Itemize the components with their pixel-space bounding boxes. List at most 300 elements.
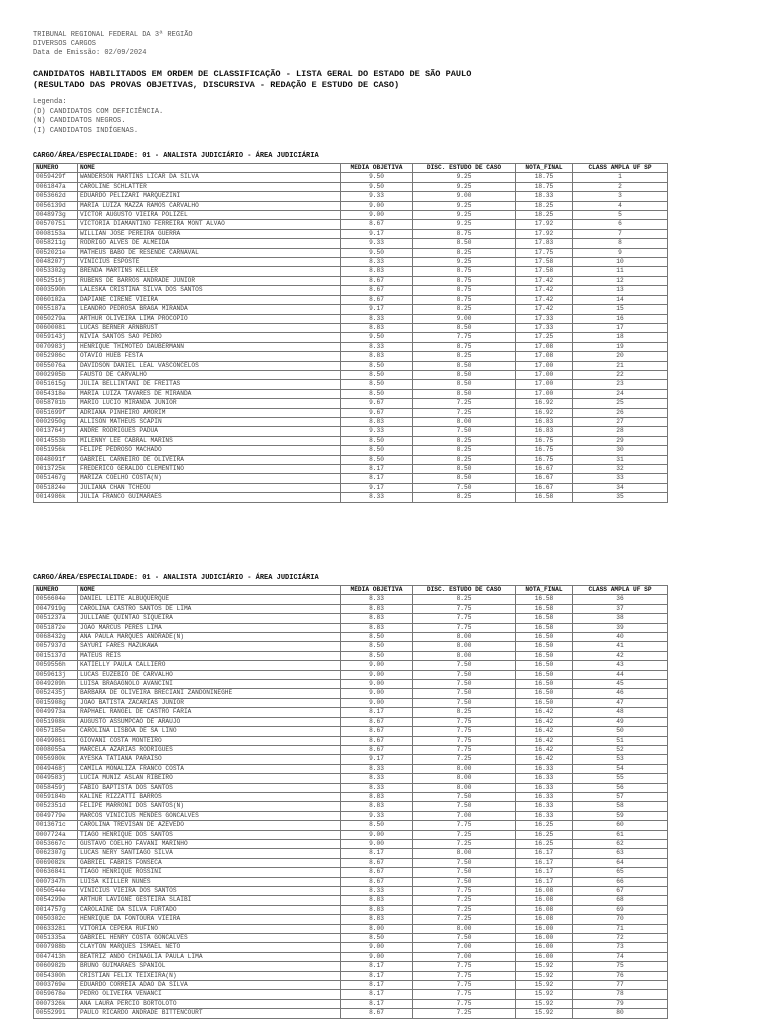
objective-average: 8.50 bbox=[341, 455, 413, 464]
final-grade: 17.92 bbox=[516, 229, 573, 238]
final-grade: 16.08 bbox=[516, 887, 573, 896]
table-row bbox=[34, 258, 668, 267]
objective-average: 8.67 bbox=[341, 858, 413, 867]
table-row bbox=[34, 774, 668, 783]
cargo-heading: CARGO/ÁREA/ESPECIALIDADE: 01 - ANALISTA JUDICIÁRIO - ÁREA JUDICIÁRIA bbox=[33, 152, 319, 160]
column-header-name: NOME bbox=[78, 586, 341, 595]
case-study-grade: 7.50 bbox=[413, 483, 516, 492]
final-grade: 17.75 bbox=[516, 248, 573, 257]
column-header-number: NUMERO bbox=[34, 164, 78, 173]
candidate-number: 0055299i bbox=[34, 1009, 78, 1018]
classification: 73 bbox=[573, 943, 668, 952]
classification: 68 bbox=[573, 896, 668, 905]
candidate-number: 0051908k bbox=[34, 717, 78, 726]
objective-average: 9.00 bbox=[341, 680, 413, 689]
candidate-name: MATEUS REIS bbox=[78, 651, 341, 660]
objective-average: 9.33 bbox=[341, 811, 413, 820]
classification: 5 bbox=[573, 211, 668, 220]
legend-item-deficiency: (D) CANDIDATOS COM DEFICIÊNCIA. bbox=[33, 107, 164, 116]
case-study-grade: 8.25 bbox=[413, 493, 516, 502]
final-grade: 16.00 bbox=[516, 943, 573, 952]
classification: 40 bbox=[573, 633, 668, 642]
classification: 61 bbox=[573, 830, 668, 839]
candidate-name: KATIELLY PAULA CALLIERO bbox=[78, 661, 341, 670]
final-grade: 18.33 bbox=[516, 192, 573, 201]
case-study-grade: 8.50 bbox=[413, 239, 516, 248]
objective-average: 9.33 bbox=[341, 192, 413, 201]
objective-average: 8.50 bbox=[341, 380, 413, 389]
classification: 69 bbox=[573, 905, 668, 914]
document-header bbox=[33, 31, 193, 58]
candidate-name: DAPIANE CIRENE VIEIRA bbox=[78, 295, 341, 304]
final-grade: 16.00 bbox=[516, 952, 573, 961]
table-row bbox=[34, 717, 668, 726]
candidate-number: 0049583j bbox=[34, 774, 78, 783]
case-study-grade: 8.75 bbox=[413, 286, 516, 295]
candidate-name: LALESKA CRISTINA SILVA DOS SANTOS bbox=[78, 286, 341, 295]
table-row bbox=[34, 417, 668, 426]
table-row bbox=[34, 474, 668, 483]
table-row bbox=[34, 952, 668, 961]
final-grade: 16.42 bbox=[516, 727, 573, 736]
final-grade: 16.17 bbox=[516, 858, 573, 867]
table-row bbox=[34, 971, 668, 980]
final-grade: 17.08 bbox=[516, 342, 573, 351]
final-grade: 16.33 bbox=[516, 792, 573, 801]
candidate-name: CAROLINA TREVISAN DE AZEVEDO bbox=[78, 821, 341, 830]
ranking-table bbox=[33, 163, 668, 503]
candidate-number: 0051467g bbox=[34, 474, 78, 483]
case-study-grade: 7.50 bbox=[413, 670, 516, 679]
final-grade: 16.67 bbox=[516, 465, 573, 474]
objective-average: 8.83 bbox=[341, 352, 413, 361]
final-grade: 16.17 bbox=[516, 849, 573, 858]
candidate-name: AYESKA TATIANA PARAISO bbox=[78, 755, 341, 764]
candidate-number: 0059556h bbox=[34, 661, 78, 670]
candidate-number: 0058211g bbox=[34, 239, 78, 248]
classification: 64 bbox=[573, 858, 668, 867]
objective-average: 8.17 bbox=[341, 999, 413, 1008]
case-study-grade: 8.00 bbox=[413, 633, 516, 642]
candidate-number: 0070983j bbox=[34, 342, 78, 351]
classification: 21 bbox=[573, 361, 668, 370]
final-grade: 16.08 bbox=[516, 896, 573, 905]
case-study-grade: 9.25 bbox=[413, 211, 516, 220]
ranking-section-2 bbox=[33, 574, 667, 1019]
table-row bbox=[34, 689, 668, 698]
classification: 72 bbox=[573, 934, 668, 943]
classification: 70 bbox=[573, 915, 668, 924]
candidate-number: 0059184b bbox=[34, 792, 78, 801]
classification: 79 bbox=[573, 999, 668, 1008]
objective-average: 8.17 bbox=[341, 981, 413, 990]
candidate-name: CAROLAINE DA SILVA FURTADO bbox=[78, 905, 341, 914]
final-grade: 16.58 bbox=[516, 604, 573, 613]
classification: 7 bbox=[573, 229, 668, 238]
candidate-number: 0061847a bbox=[34, 182, 78, 191]
candidate-number: 0062307g bbox=[34, 849, 78, 858]
final-grade: 16.25 bbox=[516, 830, 573, 839]
case-study-grade: 8.50 bbox=[413, 361, 516, 370]
classification: 29 bbox=[573, 436, 668, 445]
court-name: TRIBUNAL REGIONAL FEDERAL DA 3ª REGIÃO bbox=[33, 31, 193, 39]
legend bbox=[33, 98, 163, 136]
classification: 44 bbox=[573, 670, 668, 679]
objective-average: 8.67 bbox=[341, 1009, 413, 1018]
objective-average: 9.00 bbox=[341, 952, 413, 961]
candidate-number: 0047919g bbox=[34, 604, 78, 613]
final-grade: 16.92 bbox=[516, 408, 573, 417]
table-row bbox=[34, 764, 668, 773]
final-grade: 16.50 bbox=[516, 680, 573, 689]
table-row bbox=[34, 839, 668, 848]
table-row bbox=[34, 455, 668, 464]
case-study-grade: 7.75 bbox=[413, 981, 516, 990]
objective-average: 8.83 bbox=[341, 417, 413, 426]
candidate-name: LUCAS NERY SANTIAGO SILVA bbox=[78, 849, 341, 858]
table-row bbox=[34, 745, 668, 754]
objective-average: 9.00 bbox=[341, 943, 413, 952]
column-header-classification: CLASS AMPLA UF SP bbox=[573, 164, 668, 173]
final-grade: 16.17 bbox=[516, 868, 573, 877]
objective-average: 8.17 bbox=[341, 465, 413, 474]
candidate-number: 0060008i bbox=[34, 323, 78, 332]
candidate-name: TIAGO HENRIQUE DOS SANTOS bbox=[78, 830, 341, 839]
objective-average: 8.50 bbox=[341, 389, 413, 398]
final-grade: 17.42 bbox=[516, 305, 573, 314]
table-header-row bbox=[34, 164, 668, 173]
objective-average: 8.67 bbox=[341, 717, 413, 726]
column-header-case-study: DISC. ESTUDO DE CASO bbox=[413, 164, 516, 173]
objective-average: 9.00 bbox=[341, 201, 413, 210]
table-row bbox=[34, 614, 668, 623]
case-study-grade: 7.75 bbox=[413, 990, 516, 999]
classification: 37 bbox=[573, 604, 668, 613]
case-study-grade: 9.25 bbox=[413, 258, 516, 267]
table-row bbox=[34, 201, 668, 210]
case-study-grade: 7.50 bbox=[413, 680, 516, 689]
candidate-name: LUCIA MUNIZ ASLAN RIBEIRO bbox=[78, 774, 341, 783]
final-grade: 16.58 bbox=[516, 595, 573, 604]
candidate-name: GABRIEL CARNEIRO DE OLIVEIRA bbox=[78, 455, 341, 464]
candidate-name: OTAVIO HUEB FESTA bbox=[78, 352, 341, 361]
case-study-grade: 8.25 bbox=[413, 436, 516, 445]
table-row bbox=[34, 670, 668, 679]
classification: 78 bbox=[573, 990, 668, 999]
candidate-number: 0049779e bbox=[34, 811, 78, 820]
objective-average: 8.33 bbox=[341, 774, 413, 783]
objective-average: 8.33 bbox=[341, 764, 413, 773]
table-row bbox=[34, 934, 668, 943]
case-study-grade: 7.50 bbox=[413, 427, 516, 436]
classification: 75 bbox=[573, 962, 668, 971]
table-row bbox=[34, 276, 668, 285]
objective-average: 8.33 bbox=[341, 887, 413, 896]
candidate-name: FAUSTO DE CARVALHO bbox=[78, 370, 341, 379]
final-grade: 16.00 bbox=[516, 934, 573, 943]
candidate-name: FABIO BAPTISTA DOS SANTOS bbox=[78, 783, 341, 792]
final-grade: 16.75 bbox=[516, 446, 573, 455]
classification: 19 bbox=[573, 342, 668, 351]
case-study-grade: 7.50 bbox=[413, 934, 516, 943]
objective-average: 8.67 bbox=[341, 727, 413, 736]
objective-average: 8.83 bbox=[341, 896, 413, 905]
table-row bbox=[34, 623, 668, 632]
objective-average: 8.17 bbox=[341, 474, 413, 483]
candidate-number: 0050544e bbox=[34, 887, 78, 896]
case-study-grade: 7.50 bbox=[413, 661, 516, 670]
table-row bbox=[34, 389, 668, 398]
final-grade: 16.58 bbox=[516, 614, 573, 623]
final-grade: 16.67 bbox=[516, 483, 573, 492]
objective-average: 8.67 bbox=[341, 745, 413, 754]
classification: 10 bbox=[573, 258, 668, 267]
case-study-grade: 8.25 bbox=[413, 708, 516, 717]
classification: 65 bbox=[573, 868, 668, 877]
candidate-name: WANDERSON MARTINS LICAR DA SILVA bbox=[78, 173, 341, 182]
table-row bbox=[34, 239, 668, 248]
case-study-grade: 8.00 bbox=[413, 924, 516, 933]
case-study-grade: 9.25 bbox=[413, 220, 516, 229]
table-header-row bbox=[34, 586, 668, 595]
candidate-number: 0059678e bbox=[34, 990, 78, 999]
candidate-name: NIVIA SANTOS SAO PEDRO bbox=[78, 333, 341, 342]
candidate-name: FREDERICO GERALDO CLEMENTINO bbox=[78, 465, 341, 474]
column-header-objective-average: MÉDIA OBJETIVA bbox=[341, 586, 413, 595]
case-study-grade: 7.50 bbox=[413, 802, 516, 811]
objective-average: 8.33 bbox=[341, 258, 413, 267]
candidate-number: 0049468j bbox=[34, 764, 78, 773]
case-study-grade: 8.75 bbox=[413, 342, 516, 351]
table-row bbox=[34, 446, 668, 455]
candidate-name: MARIZA COELHO COSTA(N) bbox=[78, 474, 341, 483]
table-row bbox=[34, 604, 668, 613]
table-row bbox=[34, 305, 668, 314]
candidate-name: JULLIANE QUINTAO SIQUEIRA bbox=[78, 614, 341, 623]
objective-average: 8.67 bbox=[341, 877, 413, 886]
case-study-grade: 8.00 bbox=[413, 849, 516, 858]
classification: 58 bbox=[573, 802, 668, 811]
candidate-name: LEANDRO PEDROSA BRAGA MIRANDA bbox=[78, 305, 341, 314]
candidate-name: ANA LAURA PERCIO BORTOLOTO bbox=[78, 999, 341, 1008]
case-study-grade: 8.25 bbox=[413, 455, 516, 464]
candidate-number: 0069082k bbox=[34, 858, 78, 867]
case-study-grade: 8.75 bbox=[413, 295, 516, 304]
final-grade: 16.42 bbox=[516, 755, 573, 764]
table-row bbox=[34, 465, 668, 474]
case-study-grade: 7.75 bbox=[413, 333, 516, 342]
candidate-name: ADRIANA PINHEIRO AMORIM bbox=[78, 408, 341, 417]
table-row bbox=[34, 811, 668, 820]
classification: 57 bbox=[573, 792, 668, 801]
candidate-number: 0014986k bbox=[34, 493, 78, 502]
column-header-final-grade: NOTA_FINAL bbox=[516, 586, 573, 595]
candidate-name: JULIANA CHAN TCHEOU bbox=[78, 483, 341, 492]
final-grade: 15.92 bbox=[516, 971, 573, 980]
final-grade: 17.33 bbox=[516, 314, 573, 323]
classification: 76 bbox=[573, 971, 668, 980]
final-grade: 16.92 bbox=[516, 399, 573, 408]
candidate-name: MARIO LUCIO MIRANDA JUNIOR bbox=[78, 399, 341, 408]
candidate-name: EDUARDO CORREIA ADAO DA SILVA bbox=[78, 981, 341, 990]
case-study-grade: 9.25 bbox=[413, 201, 516, 210]
candidate-name: DANIEL LEITE ALBUQUERQUE bbox=[78, 595, 341, 604]
objective-average: 9.17 bbox=[341, 483, 413, 492]
case-study-grade: 7.75 bbox=[413, 971, 516, 980]
final-grade: 16.58 bbox=[516, 623, 573, 632]
candidate-number: 0002950g bbox=[34, 417, 78, 426]
candidate-number: 0002905b bbox=[34, 370, 78, 379]
candidate-number: 0052435j bbox=[34, 689, 78, 698]
classification: 62 bbox=[573, 839, 668, 848]
candidate-name: TIAGO HENRIQUE ROSSINI bbox=[78, 868, 341, 877]
classification: 17 bbox=[573, 323, 668, 332]
final-grade: 16.50 bbox=[516, 689, 573, 698]
objective-average: 8.83 bbox=[341, 905, 413, 914]
table-row bbox=[34, 708, 668, 717]
classification: 51 bbox=[573, 736, 668, 745]
candidate-name: ANA PAULA MARQUES ANDRADE(N) bbox=[78, 633, 341, 642]
case-study-grade: 7.50 bbox=[413, 698, 516, 707]
case-study-grade: 7.25 bbox=[413, 896, 516, 905]
case-study-grade: 7.00 bbox=[413, 952, 516, 961]
classification: 11 bbox=[573, 267, 668, 276]
objective-average: 9.17 bbox=[341, 305, 413, 314]
candidate-name: PEDRO OLIVEIRA VENANCI bbox=[78, 990, 341, 999]
candidate-name: ALLISON MATHEUS SCAPIN bbox=[78, 417, 341, 426]
table-row bbox=[34, 399, 668, 408]
candidate-number: 0057185e bbox=[34, 727, 78, 736]
title-line-1: CANDIDATOS HABILITADOS EM ORDEM DE CLASSIFICAÇÃO - LISTA GERAL DO ESTADO DE SÃO PAULO bbox=[33, 69, 472, 79]
objective-average: 9.33 bbox=[341, 427, 413, 436]
final-grade: 16.42 bbox=[516, 745, 573, 754]
column-header-objective-average: MEDIA OBJETIVA bbox=[341, 164, 413, 173]
table-row bbox=[34, 830, 668, 839]
case-study-grade: 7.25 bbox=[413, 1009, 516, 1018]
final-grade: 16.33 bbox=[516, 783, 573, 792]
final-grade: 18.75 bbox=[516, 182, 573, 191]
classification: 18 bbox=[573, 333, 668, 342]
candidate-number: 0015137d bbox=[34, 651, 78, 660]
table-row bbox=[34, 1009, 668, 1018]
candidate-number: 0052021e bbox=[34, 248, 78, 257]
table-row bbox=[34, 286, 668, 295]
candidate-name: MARIA LUIZA TAVARES DE MIRANDA bbox=[78, 389, 341, 398]
candidate-name: CAROLINE SCHLATTER bbox=[78, 182, 341, 191]
case-study-grade: 8.50 bbox=[413, 465, 516, 474]
table-row bbox=[34, 821, 668, 830]
candidate-number: 0053667c bbox=[34, 839, 78, 848]
legend-item-black: (N) CANDIDATOS NEGROS. bbox=[33, 117, 126, 125]
candidate-name: MATHEUS BABO DE RESENDE CARNAVAL bbox=[78, 248, 341, 257]
classification: 74 bbox=[573, 952, 668, 961]
objective-average: 8.33 bbox=[341, 342, 413, 351]
table-row bbox=[34, 211, 668, 220]
objective-average: 8.17 bbox=[341, 990, 413, 999]
final-grade: 17.00 bbox=[516, 389, 573, 398]
table-row bbox=[34, 229, 668, 238]
candidate-number: 0051956k bbox=[34, 446, 78, 455]
classification: 14 bbox=[573, 295, 668, 304]
objective-average: 9.00 bbox=[341, 661, 413, 670]
candidate-number: 0048207j bbox=[34, 258, 78, 267]
classification: 16 bbox=[573, 314, 668, 323]
candidate-name: FELIPE MARRONI DOS SANTOS(N) bbox=[78, 802, 341, 811]
case-study-grade: 8.75 bbox=[413, 276, 516, 285]
objective-average: 9.50 bbox=[341, 173, 413, 182]
candidate-number: 0060982b bbox=[34, 962, 78, 971]
case-study-grade: 7.25 bbox=[413, 915, 516, 924]
classification: 9 bbox=[573, 248, 668, 257]
final-grade: 16.50 bbox=[516, 633, 573, 642]
classification: 59 bbox=[573, 811, 668, 820]
final-grade: 17.42 bbox=[516, 276, 573, 285]
candidate-number: 0003769e bbox=[34, 981, 78, 990]
ranking-table-body bbox=[34, 595, 668, 1018]
candidate-name: LUCAS EUZEBIO DE CARVALHO bbox=[78, 670, 341, 679]
final-grade: 16.42 bbox=[516, 736, 573, 745]
candidate-number: 0059429f bbox=[34, 173, 78, 182]
classification: 71 bbox=[573, 924, 668, 933]
candidate-number: 0063684i bbox=[34, 868, 78, 877]
ranking-section-1 bbox=[33, 152, 667, 503]
candidate-name: WILLIAN JOSE PEREIRA GUERRA bbox=[78, 229, 341, 238]
final-grade: 18.25 bbox=[516, 211, 573, 220]
table-row bbox=[34, 736, 668, 745]
candidate-name: CLAYTON MARQUES ISMAEL NETO bbox=[78, 943, 341, 952]
table-row bbox=[34, 267, 668, 276]
candidate-number: 0049986i bbox=[34, 736, 78, 745]
classification: 33 bbox=[573, 474, 668, 483]
emission-date: Data de Emissão: 02/09/2024 bbox=[33, 49, 147, 57]
final-grade: 16.58 bbox=[516, 493, 573, 502]
table-row bbox=[34, 352, 668, 361]
column-header-final-grade: NOTA_FINAL bbox=[516, 164, 573, 173]
final-grade: 16.50 bbox=[516, 670, 573, 679]
candidate-name: BRUNO GUIMARAES SPANIOL bbox=[78, 962, 341, 971]
final-grade: 17.25 bbox=[516, 333, 573, 342]
candidate-number: 0054318e bbox=[34, 389, 78, 398]
legend-heading: Legenda: bbox=[33, 98, 67, 106]
objective-average: 9.67 bbox=[341, 399, 413, 408]
candidate-name: BRENDA MARTINS KELLER bbox=[78, 267, 341, 276]
candidate-number: 0007988b bbox=[34, 943, 78, 952]
candidate-name: LUISA KIILLER NUNES bbox=[78, 877, 341, 886]
candidate-number: 0048973g bbox=[34, 211, 78, 220]
case-study-grade: 7.75 bbox=[413, 717, 516, 726]
candidate-number: 0052351d bbox=[34, 802, 78, 811]
table-row bbox=[34, 370, 668, 379]
case-study-grade: 7.75 bbox=[413, 604, 516, 613]
table-row bbox=[34, 651, 668, 660]
final-grade: 18.75 bbox=[516, 173, 573, 182]
objective-average: 8.83 bbox=[341, 323, 413, 332]
candidate-number: 0056980k bbox=[34, 755, 78, 764]
case-study-grade: 8.00 bbox=[413, 651, 516, 660]
objective-average: 8.50 bbox=[341, 446, 413, 455]
objective-average: 9.00 bbox=[341, 839, 413, 848]
final-grade: 17.00 bbox=[516, 380, 573, 389]
objective-average: 8.83 bbox=[341, 604, 413, 613]
candidate-name: JULIA BELLINTANI DE FREITAS bbox=[78, 380, 341, 389]
classification: 49 bbox=[573, 717, 668, 726]
table-row bbox=[34, 248, 668, 257]
classification: 50 bbox=[573, 727, 668, 736]
column-header-case-study: DISC. ESTUDO DE CASO bbox=[413, 586, 516, 595]
final-grade: 17.00 bbox=[516, 370, 573, 379]
objective-average: 9.00 bbox=[341, 698, 413, 707]
table-row bbox=[34, 192, 668, 201]
